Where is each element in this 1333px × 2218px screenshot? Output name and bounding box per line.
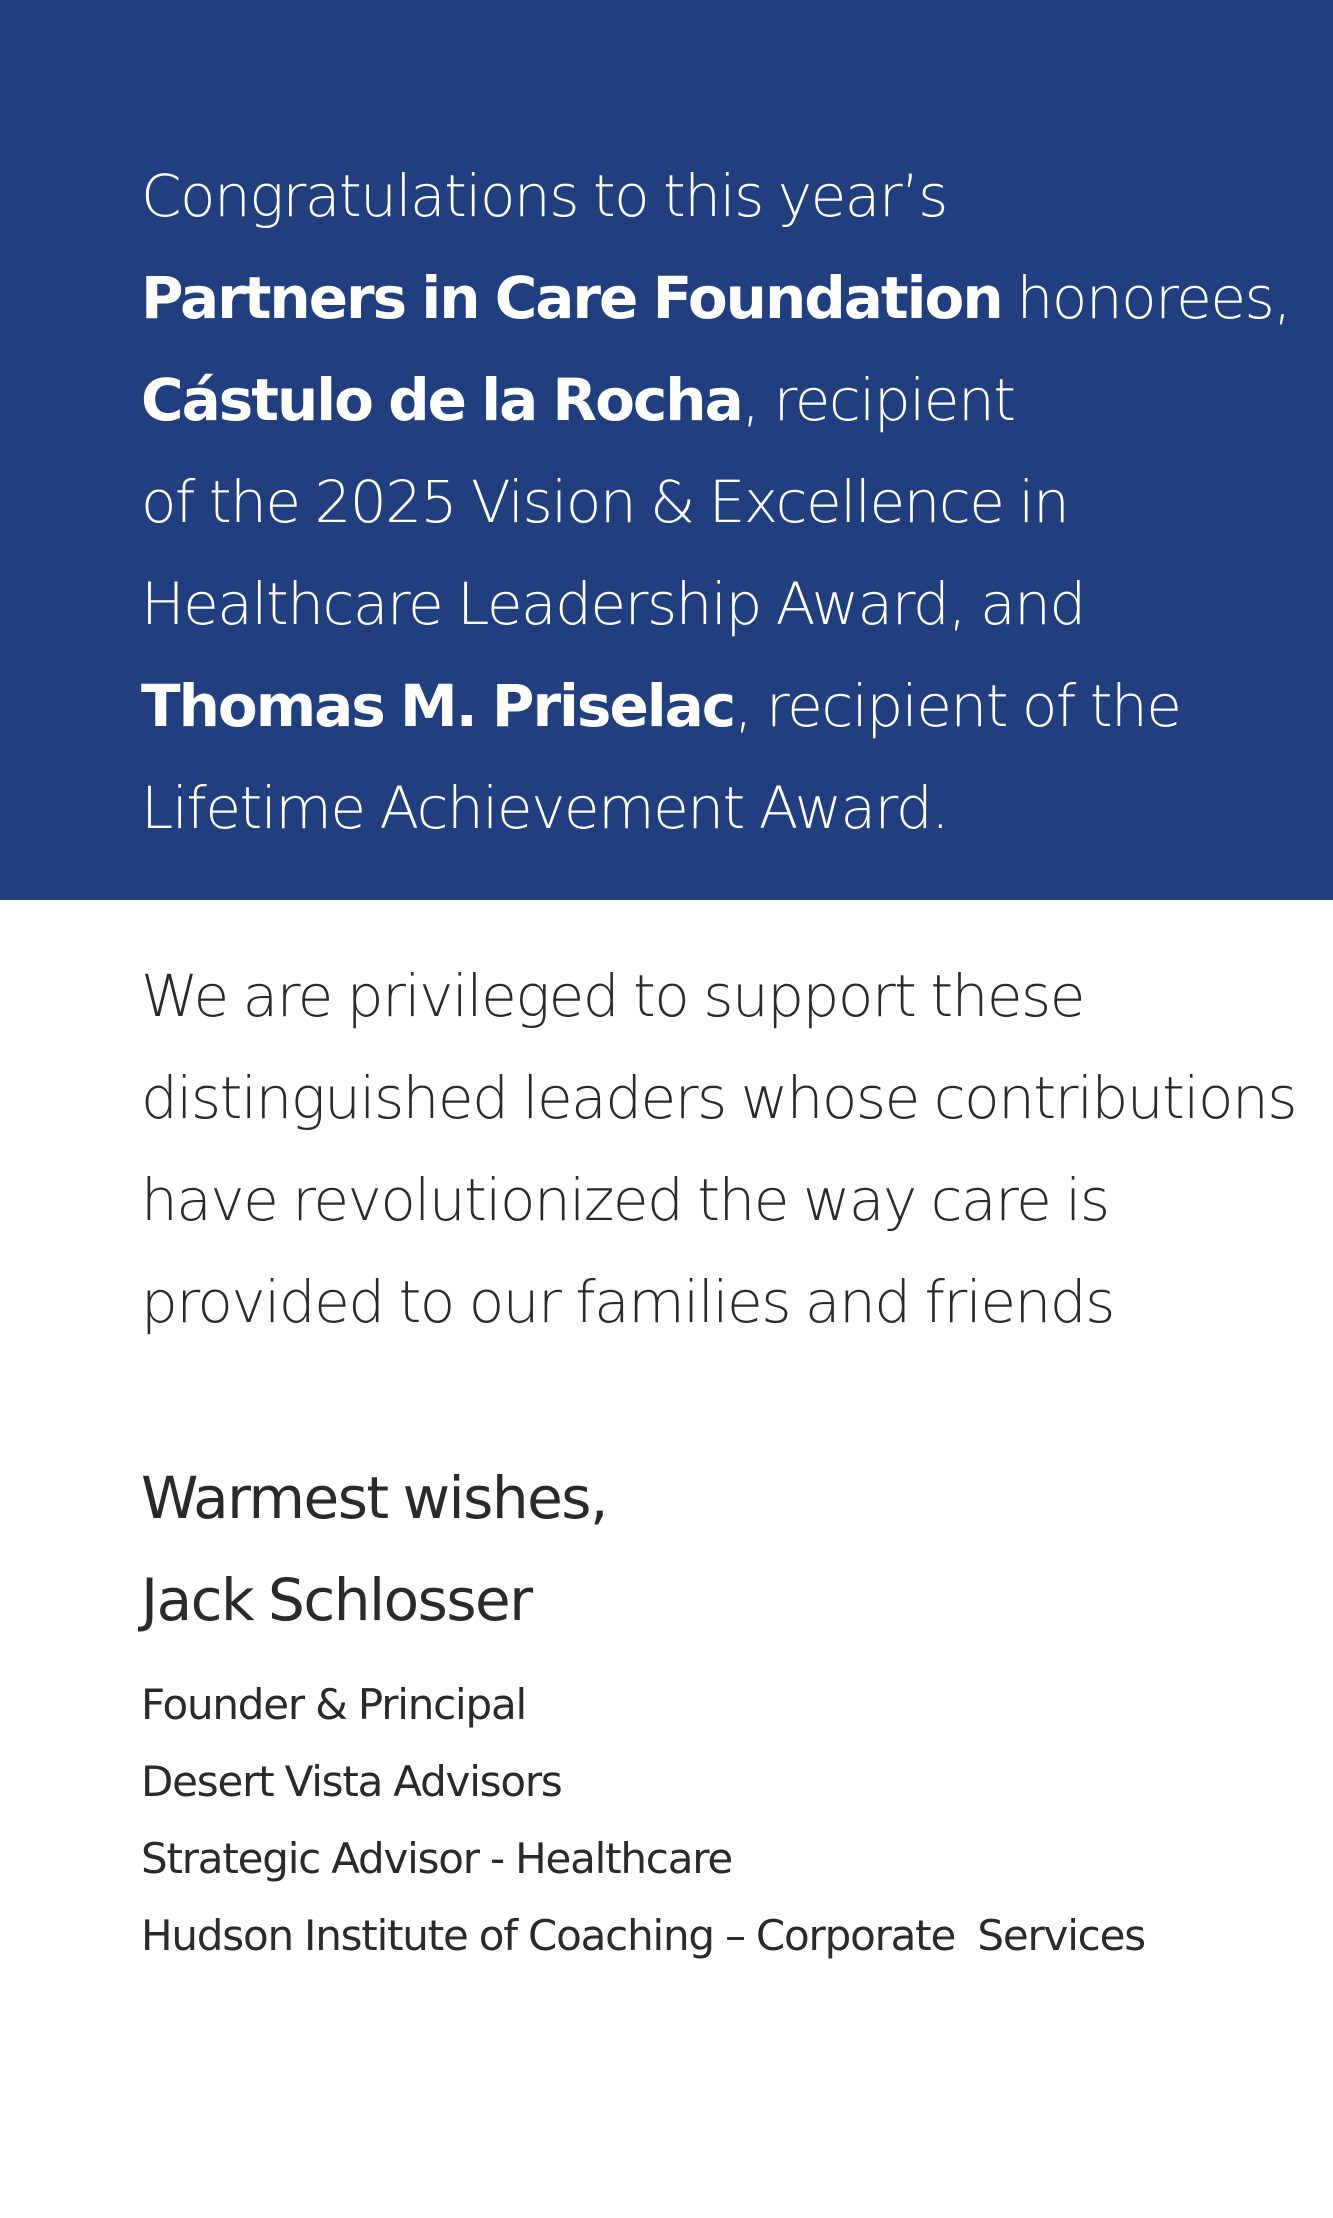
congratulations-text <box>141 145 1291 859</box>
banner-line-1: Congratulations to this year’s <box>141 162 947 230</box>
banner-line-3 <box>141 349 1291 451</box>
signer-title-2: Strategic Advisor - Healthcare <box>141 1834 733 1883</box>
tribute-message <box>141 945 1296 1353</box>
honoree-name-2: Thomas M. Priselac <box>141 672 735 740</box>
signer-title-1: Founder & Principal <box>141 1680 526 1729</box>
banner-line-2 <box>141 247 1291 349</box>
salutation: Warmest wishes, <box>141 1464 607 1532</box>
banner-line-5: Healthcare Leadership Award, and <box>141 570 1085 638</box>
organization-name: Partners in Care Foundation <box>141 264 1002 332</box>
signer-organization-2: Hudson Institute of Coaching – Corporate Services <box>141 1911 1145 1960</box>
congratulations-banner <box>0 0 1333 900</box>
banner-line-6 <box>141 655 1291 757</box>
banner-line-7: Lifetime Achievement Award. <box>141 774 949 842</box>
message-line-2: distinguished leaders whose contributions <box>141 1064 1296 1132</box>
banner-line-6-rest: , recipient of the <box>734 672 1181 740</box>
banner-line-2-rest: honorees, <box>1001 264 1291 332</box>
honoree-name-1: Cástulo de la Rocha <box>141 366 742 434</box>
message-line-1: We are privileged to support these <box>141 962 1084 1030</box>
message-line-3: have revolutionized the way care is <box>141 1166 1109 1234</box>
signature-details <box>141 1666 1145 1974</box>
message-line-4: provided to our families and friends <box>141 1268 1114 1336</box>
signer-organization-1: Desert Vista Advisors <box>141 1757 562 1806</box>
signer-name: Jack Schlosser <box>141 1566 532 1634</box>
banner-line-4: of the 2025 Vision & Excellence in <box>141 468 1069 536</box>
closing <box>141 1447 607 1651</box>
banner-line-3-rest: , recipient <box>741 366 1015 434</box>
